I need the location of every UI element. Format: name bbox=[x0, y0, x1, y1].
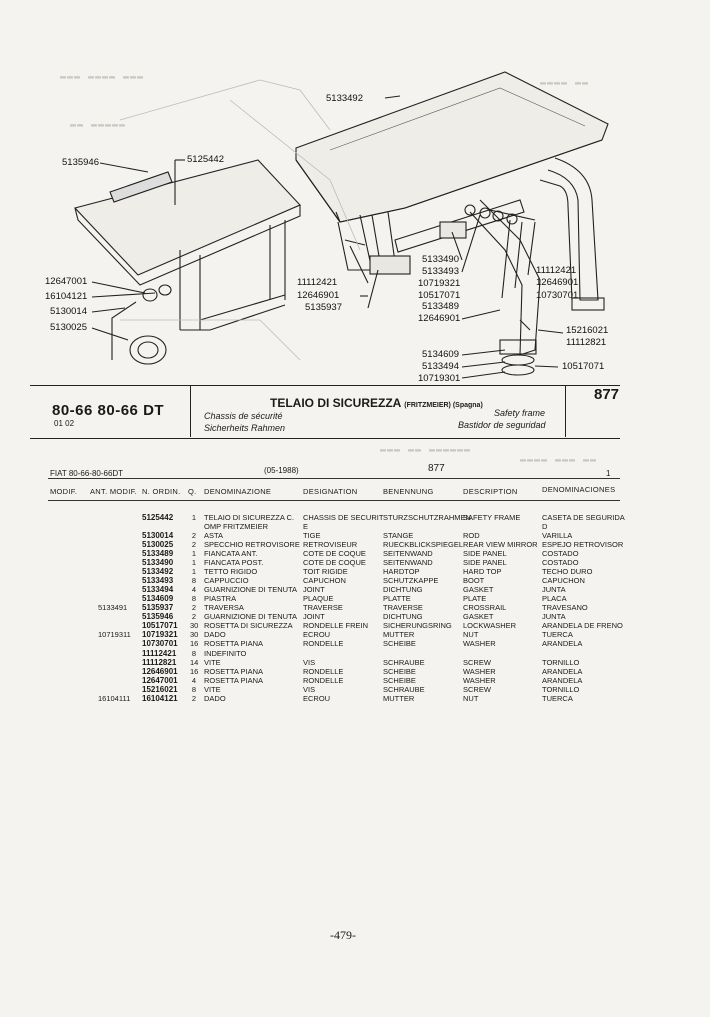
title-divider bbox=[190, 385, 191, 437]
cell-french: COTE DE COQUE bbox=[303, 558, 366, 567]
group-code: 877 bbox=[428, 463, 445, 474]
cell-qty: 16 bbox=[190, 639, 199, 648]
table-row bbox=[0, 576, 710, 585]
cell-qty: 2 bbox=[191, 531, 197, 540]
cell-spanish: ESPEJO RETROVISOR bbox=[542, 540, 624, 549]
table-row bbox=[0, 694, 710, 703]
cell-german: SCHEIBE bbox=[383, 667, 416, 676]
cell-english: SCREW bbox=[463, 658, 491, 667]
col-q: Q. bbox=[188, 487, 197, 496]
cell-german: SEITENWAND bbox=[383, 558, 433, 567]
cell-part-number: 5134609 bbox=[142, 594, 174, 603]
cell-spanish: CAPUCHON bbox=[542, 576, 585, 585]
tractor-model: FIAT 80-66-80-66DT bbox=[50, 469, 124, 478]
cell-english: WASHER bbox=[463, 639, 496, 648]
cell-spanish: ARANDELA DE FRENO bbox=[542, 621, 623, 630]
cell-part-number: 5130014 bbox=[142, 531, 174, 540]
table-row bbox=[0, 558, 710, 567]
title-divider bbox=[565, 385, 566, 437]
cell-italian: OMP FRITZMEIER bbox=[204, 522, 269, 531]
cell-qty: 1 bbox=[191, 567, 197, 576]
callout-label: 10517071 bbox=[562, 361, 605, 372]
cell-german: MUTTER bbox=[383, 694, 415, 703]
table-row bbox=[0, 594, 710, 603]
bleed-through-text: ▬▬ ▬▬▬▬▬ bbox=[70, 120, 127, 131]
cell-part-number: 16104121 bbox=[142, 694, 178, 703]
cell-spanish: TECHO DURO bbox=[542, 567, 593, 576]
cell-english: HARD TOP bbox=[463, 567, 502, 576]
model-name: 80-66 80-66 DT bbox=[52, 402, 165, 419]
cell-ant: 5133491 bbox=[98, 603, 128, 612]
cell-qty: 2 bbox=[191, 603, 197, 612]
table-row bbox=[0, 667, 710, 676]
callout-label: 11112421 bbox=[536, 265, 577, 276]
table-row bbox=[0, 531, 710, 540]
cell-italian: DADO bbox=[204, 630, 226, 639]
callout-label: 10719301 bbox=[418, 373, 461, 384]
title-english: Safety frame bbox=[494, 408, 546, 418]
callout-label: 16104121 bbox=[45, 291, 88, 302]
cell-german: RUECKBLICKSPIEGEL bbox=[383, 540, 464, 549]
cell-spanish: COSTADO bbox=[542, 558, 579, 567]
rule bbox=[48, 478, 620, 479]
callout-label: 5133494 bbox=[422, 361, 459, 372]
cell-spanish: TUERCA bbox=[542, 694, 573, 703]
callout-label: 12646901 bbox=[536, 277, 579, 288]
table-row bbox=[0, 522, 710, 531]
table-row bbox=[0, 639, 710, 648]
callout-label: 5133492 bbox=[326, 93, 363, 104]
cell-english: WASHER bbox=[463, 667, 496, 676]
cell-qty: 4 bbox=[191, 585, 197, 594]
table-row bbox=[0, 549, 710, 558]
callout-label: 10730701 bbox=[536, 290, 579, 301]
cell-italian: DADO bbox=[204, 694, 226, 703]
callout-label: 10517071 bbox=[418, 290, 461, 301]
col-description: DESCRIPTION bbox=[463, 487, 518, 496]
cell-english: SIDE PANEL bbox=[463, 549, 507, 558]
callout-label: 10719321 bbox=[418, 278, 461, 289]
cell-italian: INDEFINITO bbox=[204, 649, 247, 658]
cell-italian: PIASTRA bbox=[204, 594, 237, 603]
cell-qty: 30 bbox=[190, 630, 199, 639]
cell-italian: TELAIO DI SICUREZZA C. bbox=[204, 513, 295, 522]
cell-italian: SPECCHIO RETROVISORE bbox=[204, 540, 300, 549]
table-row bbox=[0, 585, 710, 594]
cell-italian: ROSETTA PIANA bbox=[204, 667, 264, 676]
callout-label: 5135946 bbox=[62, 157, 99, 168]
cell-part-number: 5125442 bbox=[142, 513, 174, 522]
table-row bbox=[0, 567, 710, 576]
callout-label: 5133490 bbox=[422, 254, 459, 265]
cell-italian: VITE bbox=[204, 685, 221, 694]
cell-german: DICHTUNG bbox=[383, 612, 423, 621]
cell-english: GASKET bbox=[463, 585, 494, 594]
cell-german: STURZSCHUTZRAHMEN bbox=[383, 513, 471, 522]
cell-french: CAPUCHON bbox=[303, 576, 346, 585]
cell-french: E bbox=[303, 522, 309, 531]
bleed-through-text: ▬▬▬▬ ▬▬ bbox=[540, 78, 590, 89]
cell-part-number: 12647001 bbox=[142, 676, 178, 685]
table-row bbox=[0, 630, 710, 639]
cell-french: VIS bbox=[303, 685, 316, 694]
cell-spanish: D bbox=[542, 522, 548, 531]
cell-german: SCHUTZKAPPE bbox=[383, 576, 439, 585]
col-designation: DESIGNATION bbox=[303, 487, 358, 496]
cell-english: LOCKWASHER bbox=[463, 621, 517, 630]
model-versions: 01 02 bbox=[54, 419, 75, 428]
cell-english: REAR VIEW MIRROR bbox=[463, 540, 538, 549]
cell-italian: FIANCATA POST. bbox=[204, 558, 264, 567]
cell-qty: 8 bbox=[191, 685, 197, 694]
edition-date: (05-1988) bbox=[264, 466, 299, 475]
cell-italian: TETTO RIGIDO bbox=[204, 567, 258, 576]
cell-german: SCHRAUBE bbox=[383, 685, 425, 694]
callout-label: 11112421 bbox=[297, 277, 338, 288]
cell-english: GASKET bbox=[463, 612, 494, 621]
cell-spanish: TUERCA bbox=[542, 630, 573, 639]
col-benennung: BENENNUNG bbox=[383, 487, 434, 496]
cell-english: SAFETY FRAME bbox=[463, 513, 521, 522]
cell-german: SEITENWAND bbox=[383, 549, 433, 558]
cell-qty: 30 bbox=[190, 621, 199, 630]
cell-english: SCREW bbox=[463, 685, 491, 694]
cell-german: PLATTE bbox=[383, 594, 411, 603]
cell-spanish: JUNTA bbox=[542, 612, 566, 621]
cell-german: SCHEIBE bbox=[383, 639, 416, 648]
cell-qty: 1 bbox=[191, 513, 197, 522]
page-code: 877 bbox=[594, 386, 620, 403]
cell-part-number: 11112421 bbox=[142, 649, 177, 658]
cell-italian: ROSETTA DI SICUREZZA bbox=[204, 621, 293, 630]
callout-label: 5125442 bbox=[187, 154, 224, 165]
cell-english: BOOT bbox=[463, 576, 485, 585]
table-row bbox=[0, 540, 710, 549]
cell-spanish: COSTADO bbox=[542, 549, 579, 558]
col-denominaciones: DENOMINACIONES bbox=[542, 485, 616, 494]
cell-part-number: 10719321 bbox=[142, 630, 178, 639]
cell-french: RONDELLE bbox=[303, 676, 344, 685]
cell-part-number: 5135937 bbox=[142, 603, 174, 612]
cell-french: JOINT bbox=[303, 612, 325, 621]
cell-part-number: 5133489 bbox=[142, 549, 174, 558]
cell-part-number: 5130025 bbox=[142, 540, 174, 549]
cell-part-number: 5133490 bbox=[142, 558, 174, 567]
cell-italian: ASTA bbox=[204, 531, 224, 540]
cell-french: PLAQUE bbox=[303, 594, 334, 603]
cell-qty: 2 bbox=[191, 612, 197, 621]
callout-label: 5130014 bbox=[50, 306, 87, 317]
callout-label: 5130025 bbox=[50, 322, 87, 333]
callout-label: 12646901 bbox=[297, 290, 340, 301]
cell-spanish: CASETA DE SEGURIDA bbox=[542, 513, 625, 522]
cell-qty: 1 bbox=[191, 549, 197, 558]
cell-part-number: 10730701 bbox=[142, 639, 178, 648]
table-row bbox=[0, 612, 710, 621]
title-subtext: (FRITZMEIER) (Spagna) bbox=[404, 402, 483, 409]
col-denominazione: DENOMINAZIONE bbox=[204, 487, 272, 496]
cell-french: TOIT RIGIDE bbox=[303, 567, 348, 576]
col-n-ordin: N. ORDIN. bbox=[142, 487, 181, 496]
cell-german: SCHEIBE bbox=[383, 676, 416, 685]
cell-part-number: 11112821 bbox=[142, 658, 177, 667]
cell-english: ROD bbox=[463, 531, 480, 540]
table-row bbox=[0, 685, 710, 694]
cell-qty: 16 bbox=[190, 667, 199, 676]
title-french: Chassis de sécurité bbox=[204, 411, 283, 421]
cell-part-number: 5135946 bbox=[142, 612, 174, 621]
table-row bbox=[0, 676, 710, 685]
bleed-through-text: ▬▬▬ ▬▬ ▬▬▬▬▬▬ bbox=[380, 445, 472, 456]
cell-french: VIS bbox=[303, 658, 316, 667]
cell-part-number: 5133494 bbox=[142, 585, 174, 594]
cell-german: HARDTOP bbox=[383, 567, 420, 576]
cell-spanish: TORNILLO bbox=[542, 685, 580, 694]
cell-ant: 16104111 bbox=[98, 694, 131, 703]
cell-spanish: TRAVESANO bbox=[542, 603, 588, 612]
page-index: 1 bbox=[606, 469, 611, 478]
cell-french: RONDELLE bbox=[303, 639, 344, 648]
cell-italian: ROSETTA PIANA bbox=[204, 639, 264, 648]
cell-qty: 8 bbox=[191, 594, 197, 603]
callout-label: 12646901 bbox=[418, 313, 461, 324]
cell-italian: VITE bbox=[204, 658, 221, 667]
cell-qty: 14 bbox=[190, 658, 199, 667]
table-row bbox=[0, 603, 710, 612]
cell-qty: 8 bbox=[191, 649, 197, 658]
cell-french: ECROU bbox=[303, 694, 331, 703]
cell-qty: 1 bbox=[191, 558, 197, 567]
cell-italian: FIANCATA ANT. bbox=[204, 549, 258, 558]
cell-german: SCHRAUBE bbox=[383, 658, 425, 667]
cell-italian: GUARNIZIONE DI TENUTA bbox=[204, 612, 298, 621]
callout-label: 5133493 bbox=[422, 266, 459, 277]
title-spanish: Bastidor de seguridad bbox=[458, 420, 546, 430]
cell-french: RONDELLE bbox=[303, 667, 344, 676]
callout-label: 12647001 bbox=[45, 276, 88, 287]
cell-german: MUTTER bbox=[383, 630, 415, 639]
cell-english: NUT bbox=[463, 694, 479, 703]
cell-french: RONDELLE FREIN bbox=[303, 621, 369, 630]
cell-part-number: 5133493 bbox=[142, 576, 174, 585]
col-modif: MODIF. bbox=[50, 487, 78, 496]
page-number: -479- bbox=[330, 928, 356, 942]
cell-qty: 2 bbox=[191, 540, 197, 549]
cell-french: TRAVERSE bbox=[303, 603, 343, 612]
cell-english: NUT bbox=[463, 630, 479, 639]
bleed-through-text: ▬▬▬▬ ▬▬▬ ▬▬ bbox=[520, 455, 598, 466]
cell-french: TIGE bbox=[303, 531, 321, 540]
cell-spanish: TORNILLO bbox=[542, 658, 580, 667]
cell-spanish: VARILLA bbox=[542, 531, 573, 540]
cell-english: PLATE bbox=[463, 594, 487, 603]
rule bbox=[48, 500, 620, 501]
cell-qty: 2 bbox=[191, 694, 197, 703]
table-row bbox=[0, 658, 710, 667]
cell-italian: CAPPUCCIO bbox=[204, 576, 249, 585]
table-row bbox=[0, 621, 710, 630]
cell-french: CHASSIS DE SECURIT bbox=[303, 513, 384, 522]
cell-german: TRAVERSE bbox=[383, 603, 423, 612]
cell-spanish: JUNTA bbox=[542, 585, 566, 594]
cell-spanish: PLACA bbox=[542, 594, 567, 603]
callout-label: 11112821 bbox=[566, 337, 607, 348]
cell-italian: GUARNIZIONE DI TENUTA bbox=[204, 585, 298, 594]
cell-french: JOINT bbox=[303, 585, 325, 594]
cell-french: COTE DE COQUE bbox=[303, 549, 366, 558]
title-german: Sicherheits Rahmen bbox=[204, 423, 286, 433]
cell-ant: 10719311 bbox=[98, 630, 131, 639]
callout-label: 15216021 bbox=[566, 325, 609, 336]
table-row bbox=[0, 649, 710, 658]
cell-part-number: 5133492 bbox=[142, 567, 174, 576]
cell-part-number: 15216021 bbox=[142, 685, 178, 694]
cell-italian: TRAVERSA bbox=[204, 603, 244, 612]
cell-german: SICHERUNGSRING bbox=[383, 621, 452, 630]
cell-qty: 4 bbox=[191, 676, 197, 685]
col-ant-modif: ANT. MODIF. bbox=[90, 487, 138, 496]
cell-qty: 8 bbox=[191, 576, 197, 585]
cell-italian: ROSETTA PIANA bbox=[204, 676, 264, 685]
title-text: TELAIO DI SICUREZZA bbox=[270, 396, 401, 410]
callout-label: 5133489 bbox=[422, 301, 459, 312]
cell-spanish: ARANDELA bbox=[542, 676, 583, 685]
cell-english: SIDE PANEL bbox=[463, 558, 507, 567]
cell-english: WASHER bbox=[463, 676, 496, 685]
cell-french: ECROU bbox=[303, 630, 331, 639]
cell-french: RETROVISEUR bbox=[303, 540, 358, 549]
cell-spanish: ARANDELA bbox=[542, 667, 583, 676]
cell-german: DICHTUNG bbox=[383, 585, 423, 594]
cell-german: STANGE bbox=[383, 531, 414, 540]
cell-part-number: 12646901 bbox=[142, 667, 178, 676]
cell-english: CROSSRAIL bbox=[463, 603, 507, 612]
bleed-through-text: ▬▬▬ ▬▬▬▬ ▬▬▬ bbox=[60, 72, 145, 83]
cell-spanish: ARANDELA bbox=[542, 639, 583, 648]
cell-part-number: 10517071 bbox=[142, 621, 178, 630]
callout-label: 5134609 bbox=[422, 349, 459, 360]
table-row bbox=[0, 513, 710, 522]
page-title bbox=[270, 396, 483, 410]
callout-label: 5135937 bbox=[305, 302, 342, 313]
